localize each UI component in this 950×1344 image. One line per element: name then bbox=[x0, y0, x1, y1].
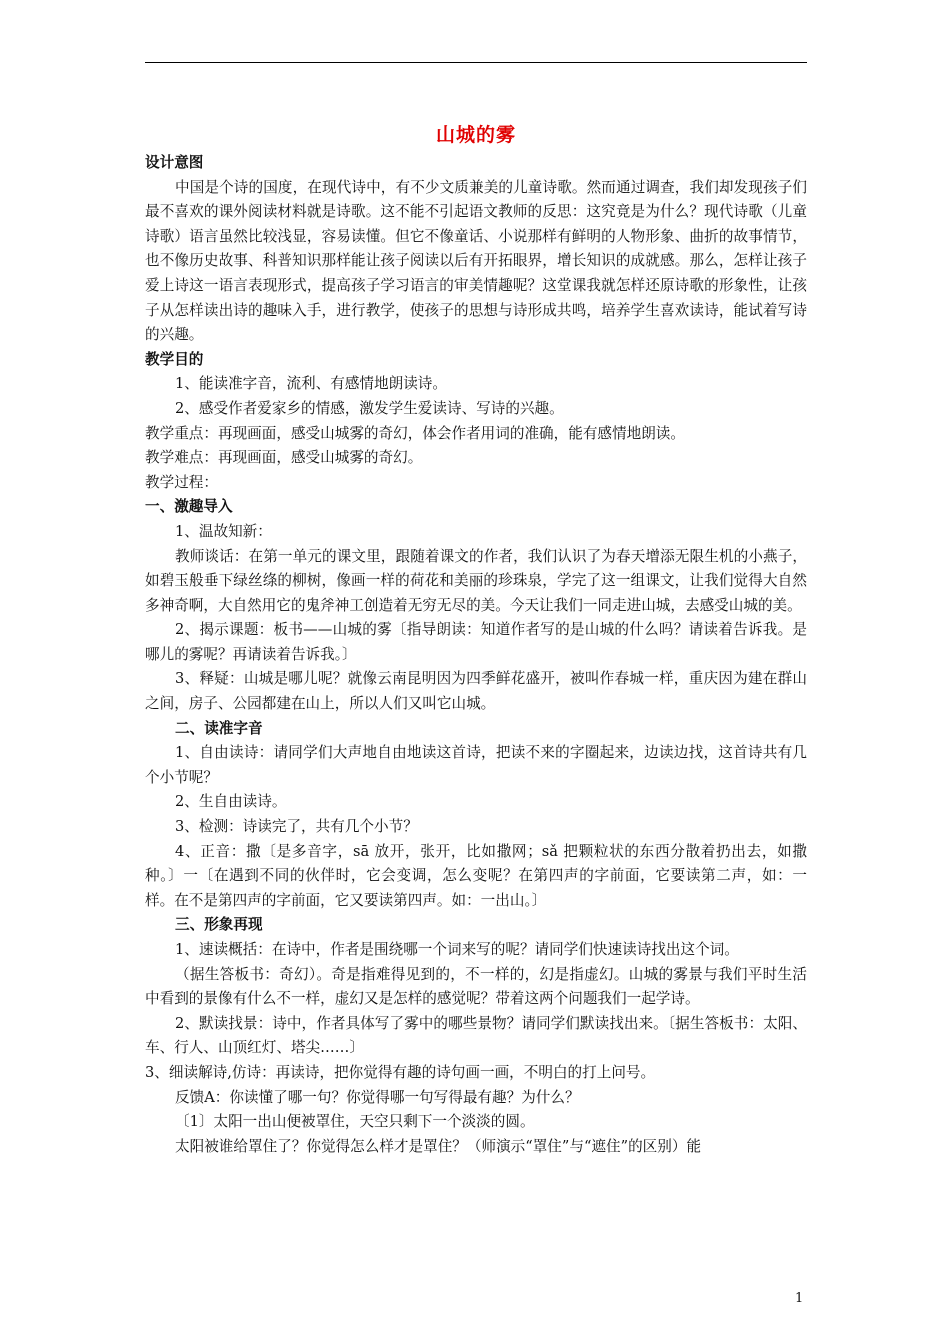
paragraph: 2、生自由读诗。 bbox=[175, 793, 287, 811]
paragraph: 4、正音：撒〔是多音字，sā 放开，张开，比如撒网；sǎ 把颗粒状的东西分散着扔出去，如撒种。〕一〔在遇到不同的伙伴时，它会变调，怎么变呢？在第四声的字前面，它要读第二声，如：一样。在不是第四声的字前面，它又要读第四声。如：一出山。〕 bbox=[145, 842, 807, 909]
paragraph: 教学难点：再现画面，感受山城雾的奇幻。 bbox=[145, 449, 423, 467]
paragraph: 反馈A：你读懂了哪一句？你觉得哪一句写得最有趣？为什么？ bbox=[175, 1088, 580, 1106]
paragraph: 2、默读找景：诗中，作者具体写了雾中的哪些景物？请同学们默读找出来。〔据生答板书：太阳、车、行人、山顶红灯、塔尖……〕 bbox=[145, 1014, 807, 1057]
section-heading: 三、形象再现 bbox=[175, 916, 263, 934]
document-body bbox=[145, 120, 807, 1159]
paragraph: 1、自由读诗：请同学们大声地自由地读这首诗，把读不来的字圈起来，边读边找，这首诗共有几个小节呢？ bbox=[145, 744, 807, 786]
paragraph: （据生答板书：奇幻）。奇是指难得见到的，不一样的，幻是指虚幻。山城的雾景与我们平时生活中看到的景像有什么不一样，虚幻又是怎样的感觉呢？带着这两个问题我们一起学诗。 bbox=[145, 965, 807, 1008]
paragraph: 教师谈话：在第一单元的课文里，跟随着课文的作者，我们认识了为春天增添无限生机的小燕子，如碧玉般垂下绿丝绦的柳树，像画一样的荷花和美丽的珍珠泉，学完了这一组课文，让我们觉得大自然多神奇啊，大自然用它的鬼斧神工创造着无穷无尽的美。今天让我们一同走进山城，去感受山城的美。 bbox=[145, 547, 807, 614]
paragraph: 1、温故知新： bbox=[175, 522, 272, 540]
section-heading: 教学目的 bbox=[145, 350, 204, 368]
document-title: 山城的雾 bbox=[435, 124, 516, 146]
paragraph: 2、揭示课题：板书——山城的雾〔指导朗读：知道作者写的是山城的什么吗？请读着告诉我。是哪儿的雾呢？再请读着告诉我。〕 bbox=[145, 621, 807, 663]
header-rule bbox=[145, 62, 807, 63]
section-heading: 二、读准字音 bbox=[175, 719, 263, 737]
paragraph: 3、细读解诗,仿诗：再读诗，把你觉得有趣的诗句画一画，不明白的打上问号。 bbox=[145, 1063, 656, 1081]
paragraph: 太阳被谁给罩住了？你觉得怎么样才是罩住？（师演示“罩住”与“遮住”的区别）能 bbox=[175, 1137, 702, 1155]
paragraph: 3、检测：诗读完了，共有几个小节？ bbox=[175, 818, 418, 836]
paragraph-list bbox=[145, 151, 807, 1159]
page-number: 1 bbox=[795, 1291, 804, 1306]
section-heading: 设计意图 bbox=[145, 154, 204, 171]
paragraph: 教学过程： bbox=[145, 473, 218, 491]
paragraph: 2、感受作者爱家乡的情感，激发学生爱读诗、写诗的兴趣。 bbox=[175, 399, 564, 417]
paragraph: 1、速读概括：在诗中，作者是围绕哪一个词来写的呢？请同学们快速读诗找出这个词。 bbox=[175, 941, 739, 958]
paragraph: 教学重点：再现画面，感受山城雾的奇幻，体会作者用词的准确，能有感情地朗读。 bbox=[145, 424, 685, 442]
paragraph: 〔1〕太阳一出山便被罩住，天空只剩下一个淡淡的圆。 bbox=[175, 1113, 535, 1131]
section-heading: 一、激趣导入 bbox=[145, 498, 233, 516]
paragraph: 中国是个诗的国度，在现代诗中，有不少文质兼美的儿童诗歌。然而通过调查，我们却发现孩子们最不喜欢的课外阅读材料就是诗歌。这不能不引起语文教师的反思：这究竟是为什么？现代诗歌（儿童诗歌）语言虽然比较浅显，容易读懂。但它不像童话、小说那样有鲜明的人物形象、曲折的故事情节，也不像历史故事、科普知识那样能让孩子阅读以后有开拓眼界，增长知识的成就感。那么，怎样让孩子爱上诗这一语言表现形式，提高孩子学习语言的审美情趣呢？这堂课我就怎样还原诗歌的形象性，让孩子从怎样读出诗的趣味入手，进行教学，使孩子的思想与诗形成共鸣，培养学生喜欢读诗，能试着写诗的兴趣。 bbox=[145, 178, 807, 344]
paragraph: 3、释疑：山城是哪儿呢？就像云南昆明因为四季鲜花盛开，被叫作春城一样，重庆因为建在群山之间，房子、公园都建在山上，所以人们又叫它山城。 bbox=[145, 670, 807, 713]
paragraph: 1、能读准字音，流利、有感情地朗读诗。 bbox=[175, 375, 447, 393]
